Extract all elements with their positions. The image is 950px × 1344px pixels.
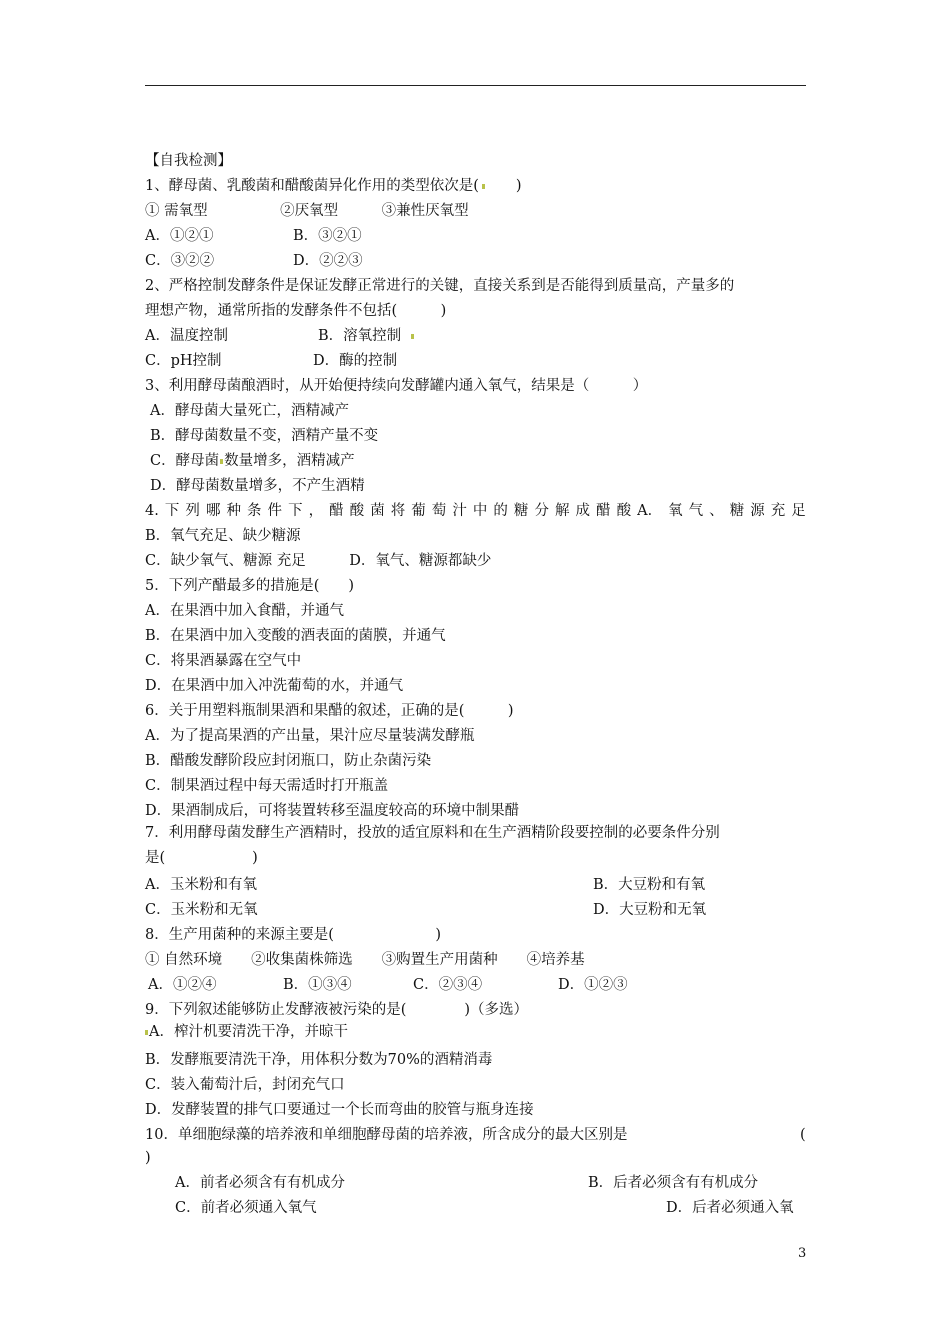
q1-option-a: A．①②①: [145, 228, 214, 244]
q5-option-b: B．在果酒中加入变酸的酒表面的菌膜，并通气: [145, 628, 446, 644]
q8-option-c: C．②③④: [413, 977, 483, 993]
q5-option-a: A．在果酒中加入食醋，并通气: [145, 603, 344, 619]
question-4-line-2: B．氧气充足、缺少糖源: [145, 528, 301, 544]
q7-option-a: A．玉米粉和有氧: [145, 877, 257, 893]
q1-option-b: B．③②①: [293, 228, 362, 244]
q9-option-b: B．发酵瓶要清洗干净，用体积分数为70%的酒精消毒: [145, 1052, 493, 1068]
q9-option-c: C．装入葡萄汁后，封闭充气口: [145, 1077, 345, 1093]
q8-option-d: D．①②③: [558, 977, 628, 993]
q7-option-d: D．大豆粉和无氧: [593, 902, 707, 918]
question-8-items: ① 自然环境 ②收集菌株筛选 ③购置生产用菌种 ④培养基: [145, 952, 585, 968]
q2-option-b: B．溶氧控制: [318, 326, 417, 346]
question-4-line-1: 4. 下 列 哪 种 条 件 下 ， 醋 酸 菌 将 葡 萄 汁 中 的 糖 分 解 成 醋 酸 A． 氧 气 、 糖 源 充 足: [145, 503, 806, 519]
q1-option-d: D．②②③: [293, 253, 363, 269]
q3-option-a: A．酵母菌大量死亡，酒精减产: [150, 403, 349, 419]
q6-option-c: C．制果酒过程中每天需适时打开瓶盖: [145, 778, 389, 794]
q9-option-a: A．榨汁机要清洗干净，并晾干: [145, 1022, 348, 1042]
question-6-stem: 6．关于用塑料瓶制果酒和果醋的叙述，正确的是( ): [145, 703, 514, 719]
section-title: 【自我检测】: [145, 153, 232, 169]
q10-option-d: D．后者必须通入氧: [666, 1200, 794, 1216]
mark-dot: [220, 459, 223, 464]
question-9-stem: 9．下列叙述能够防止发酵液被污染的是( )（多选）: [145, 1002, 529, 1018]
question-10-paren-open: (: [800, 1127, 806, 1143]
question-5-stem: 5．下列产醋最多的措施是( ): [145, 578, 355, 594]
question-4-line-3: C．缺少氧气、糖源 充足 D．氧气、糖源都缺少: [145, 553, 492, 569]
q1-option-c: C．③②②: [145, 253, 215, 269]
question-2-line-2: 理想产物，通常所指的发酵条件不包括( ): [145, 303, 447, 319]
question-2-line-1: 2、严格控制发酵条件是保证发酵正常进行的关键，直接关系到是否能得到质量高，产量多的: [145, 278, 735, 294]
q6-option-d: D．果酒制成后，可将装置转移至温度较高的环境中制果醋: [145, 803, 520, 819]
question-10-line-1: 10．单细胞绿藻的培养液和单细胞酵母菌的培养液，所含成分的最大区别是: [145, 1127, 628, 1143]
q2-option-a: A．温度控制: [145, 328, 228, 344]
q6-option-a: A．为了提高果酒的产出量，果汁应尽量装满发酵瓶: [145, 728, 475, 744]
header-rule: [145, 85, 806, 86]
q6-option-b: B．醋酸发酵阶段应封闭瓶口，防止杂菌污染: [145, 753, 432, 769]
q10-option-c: C．前者必须通入氧气: [175, 1200, 317, 1216]
q10-option-a: A．前者必须含有有机成分: [175, 1175, 345, 1191]
mark-dot: [482, 184, 485, 189]
q8-option-a: A．①②④: [148, 977, 217, 993]
q7-option-b: B．大豆粉和有氧: [593, 877, 706, 893]
q10-option-b: B．后者必须含有有机成分: [588, 1175, 759, 1191]
question-10-paren-close: ): [145, 1150, 151, 1166]
question-1-items: ① 需氧型 ②厌氧型 ③兼性厌氧型: [145, 203, 469, 219]
question-7-line-1: 7．利用酵母菌发酵生产酒精时，投放的适宜原料和在生产酒精阶段要控制的必要条件分别: [145, 825, 720, 841]
q5-option-d: D．在果酒中加入冲洗葡萄的水，并通气: [145, 678, 404, 694]
mark-dot: [145, 1030, 148, 1035]
q5-option-c: C．将果酒暴露在空气中: [145, 653, 302, 669]
page-number: 3: [798, 1246, 807, 1261]
q2-option-c: C．pH控制: [145, 353, 222, 369]
question-8-stem: 8．生产用菌种的来源主要是( ): [145, 927, 442, 943]
q3-option-d: D．酵母菌数量增多，不产生酒精: [150, 478, 365, 494]
mark-dot: [411, 334, 414, 339]
q2-option-d: D．酶的控制: [313, 353, 398, 369]
q7-option-c: C．玉米粉和无氧: [145, 902, 258, 918]
question-1-stem: 1、酵母菌、乳酸菌和醋酸菌异化作用的类型依次是( ): [145, 178, 522, 194]
q3-option-c: C．酵母菌 数量增多，酒精减产: [150, 453, 355, 469]
question-7-line-2: 是( ): [145, 850, 258, 866]
q9-option-d: D．发酵装置的排气口要通过一个长而弯曲的胶管与瓶身连接: [145, 1102, 534, 1118]
q8-option-b: B．①③④: [283, 977, 352, 993]
question-3-stem: 3、利用酵母菌酿酒时，从开始便持续向发酵罐内通入氧气，结果是（ ）: [145, 378, 648, 394]
q3-option-b: B．酵母菌数量不变，酒精产量不变: [150, 428, 379, 444]
